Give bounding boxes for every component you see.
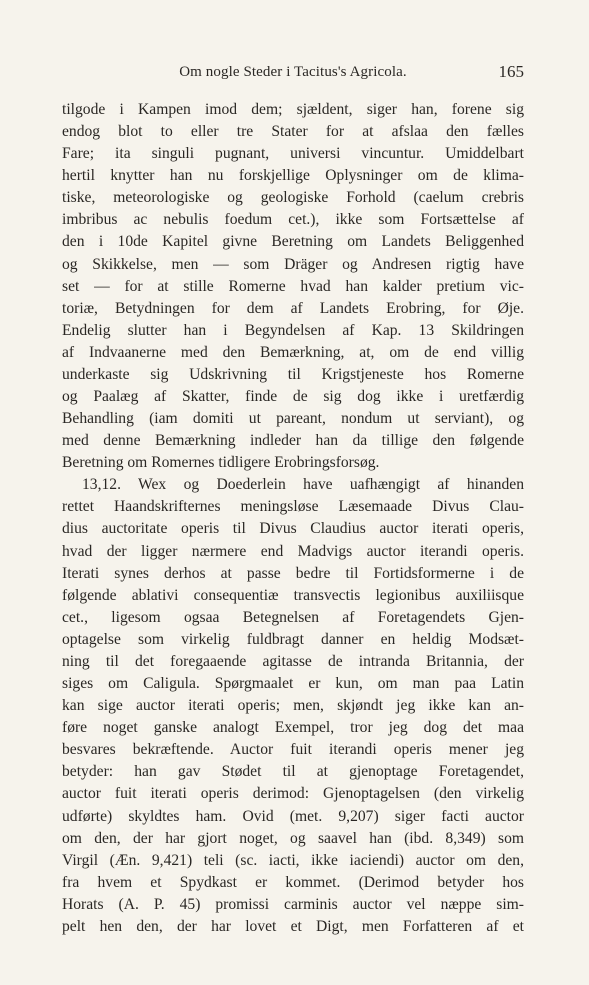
text-line: og Skikkelse, men — som Dräger og Andresen rigtig have <box>62 255 524 273</box>
text-line: Horats (A. P. 45) promissi carminis auctor vel næppe sim- <box>62 895 524 913</box>
text-line: Behandling (iam domiti ut pareant, nondum ut serviant), og <box>62 410 524 428</box>
text-line: cet., ligesom ogsaa Betegnelsen af Foretagendets Gjen- <box>62 608 524 626</box>
text-line: optagelse som virkelig fuldbragt danner en heldig Modsæt- <box>62 630 524 648</box>
text-line: besvares bekræftende. Auctor fuit iterandi operis mener jeg <box>62 741 524 759</box>
text-line: tiske, meteorologiske og geologiske Forhold (caelum crebris <box>62 189 524 207</box>
text-line: underkaste sig Udskrivning til Krigstjeneste hos Romerne <box>62 365 524 383</box>
text-line: om den, der har gjort noget, og saavel han (ibd. 8,349) som <box>62 829 524 847</box>
text-line: endog blot to eller tre Stater for at afslaa den fælles <box>62 123 524 141</box>
text-line: Virgil (Æn. 9,421) teli (sc. iacti, ikke iaciendi) auctor om den, <box>62 851 524 869</box>
page-number: 165 <box>498 62 524 81</box>
text-line: hvad der ligger nærmere end Madvigs auctor iterandi operis. <box>62 542 524 560</box>
text-line: dius auctoritate operis til Divus Claudius auctor iterati operis, <box>62 520 524 538</box>
text-line: 13,12. Wex og Doederlein have uafhængigt af hinanden <box>82 476 524 494</box>
text-line: føre noget ganske analogt Exempel, tror jeg dog det maa <box>62 719 524 737</box>
text-line: og Paalæg af Skatter, finde de sig dog ikke i uretfærdig <box>62 388 524 406</box>
text-line: den i 10de Kapitel givne Beretning om Landets Beliggenhed <box>62 233 524 251</box>
text-line: Fare; ita singuli pugnant, universi vincuntur. Umiddelbart <box>62 145 524 163</box>
text-line: rettet Haandskrifternes meningsløse Læsemaade Divus Clau- <box>62 498 524 516</box>
text-line: af Indvaanerne med den Bemærkning, at, om de end villig <box>62 343 524 361</box>
text-line: Endelig slutter han i Begyndelsen af Kap. 13 Skildringen <box>62 321 524 339</box>
text-line: betyder: han gav Stødet til at gjenoptage Foretagendet, <box>62 763 524 781</box>
text-line: Beretning om Romernes tidligere Erobringsforsøg. <box>62 454 380 472</box>
text-line: kan sige auctor iterati operis; men, skjøndt jeg ikke kan an- <box>62 697 524 715</box>
text-line: tilgode i Kampen imod dem; sjældent, siger han, forene sig <box>62 101 524 118</box>
text-line: udførte) skyldtes ham. Ovid (met. 9,207) siger facti auctor <box>62 807 524 825</box>
text-line: siges om Caligula. Spørgmaalet er kun, om man paa Latin <box>62 675 524 693</box>
text-line: set — for at stille Romerne hvad han kalder pretium vic- <box>62 277 524 295</box>
text-line: toriæ, Betydningen for dem af Landets Erobring, for Øje. <box>62 299 524 317</box>
text-line: imbribus ac nebulis foedum cet.), ikke som Fortsættelse af <box>62 211 524 229</box>
text-line: pelt hen den, der har lovet et Digt, men Forfatteren af et <box>62 917 524 935</box>
text-line: følgende ablativi consequentiæ transvectis legionibus auxiliisque <box>62 586 524 604</box>
text-line: Iterati synes derhos at passe bedre til Fortidsformerne i de <box>62 564 524 582</box>
text-line: auctor fuit iterati operis derimod: Gjenoptagelsen (den virkelig <box>62 785 524 803</box>
text-line: hertil knytter han nu forskjellige Oplysninger om de klima- <box>62 167 524 185</box>
running-head <box>62 62 524 84</box>
text-line: ning til det foregaaende agitasse de intranda Britannia, der <box>62 652 524 670</box>
body-text <box>62 99 524 938</box>
text-line: fra hvem et Spydkast er kommet. (Derimod betyder hos <box>62 873 524 891</box>
text-line: med denne Bemærkning indleder han da tillige den følgende <box>62 432 524 450</box>
running-title: Om nogle Steder i Tacitus's Agricola. <box>179 64 407 80</box>
